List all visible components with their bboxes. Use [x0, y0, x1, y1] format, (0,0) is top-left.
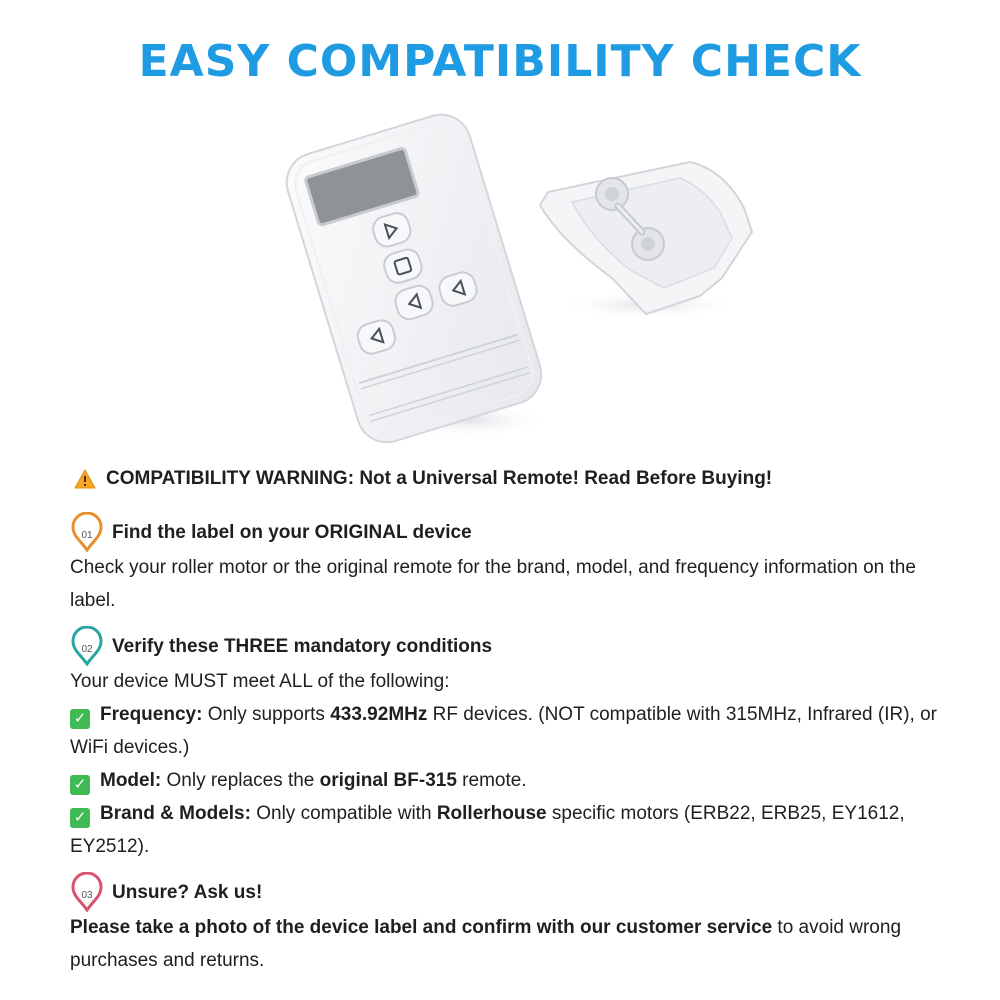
step-1-text: Check your roller motor or the original remote for the brand, model, and frequency information on the label. — [70, 557, 916, 611]
check-icon: ✓ — [70, 775, 90, 795]
page-title: EASY COMPATIBILITY CHECK — [138, 36, 862, 87]
step-3 — [70, 873, 950, 977]
check-icon: ✓ — [70, 808, 90, 828]
step-2-heading: Verify these THREE mandatory conditions — [112, 635, 493, 657]
step-3-text — [70, 911, 950, 977]
step-2 — [70, 627, 950, 863]
condition-model — [70, 764, 950, 797]
step-2-number: 02 — [81, 644, 93, 655]
condition-highlight: original BF-315 — [319, 770, 457, 791]
check-icon: ✓ — [70, 709, 90, 729]
condition-label: Frequency: — [100, 704, 203, 725]
step-3-number: 03 — [81, 890, 93, 901]
condition-text: Only compatible with — [250, 803, 437, 824]
step-1-heading: Find the label on your ORIGINAL device — [112, 521, 472, 543]
condition-highlight: Rollerhouse — [436, 803, 547, 824]
wall-holder — [540, 162, 752, 319]
step-2-pin-icon — [70, 626, 104, 666]
step-1-number: 01 — [81, 530, 93, 541]
compatibility-warning — [74, 462, 950, 495]
condition-text: remote. — [456, 770, 527, 791]
condition-brand-models — [70, 797, 950, 863]
warning-icon — [74, 469, 96, 489]
step-3-plain-text: to avoid wrong purchases and returns. — [70, 917, 902, 971]
product-photo — [0, 100, 1000, 460]
condition-text: specific motors (ERB22, ERB25, EY1612, EY2512). — [70, 803, 905, 857]
step-3-bold-text: Please take a photo of the device label and confirm with our customer service — [70, 917, 773, 938]
step-3-heading: Unsure? Ask us! — [112, 881, 263, 903]
condition-frequency — [70, 698, 950, 764]
remote-control — [279, 107, 548, 449]
condition-label: Brand & Models: — [100, 803, 251, 824]
condition-label: Model: — [100, 770, 162, 791]
step-1 — [70, 513, 950, 617]
condition-text: RF devices. (NOT compatible with 315MHz, Infrared (IR), or WiFi devices.) — [70, 704, 938, 758]
condition-highlight: 433.92MHz — [330, 704, 428, 725]
info-section — [70, 462, 950, 987]
step-1-pin-icon — [70, 512, 104, 552]
condition-text: Only replaces the — [161, 770, 320, 791]
warning-text: COMPATIBILITY WARNING: Not a Universal Remote! Read Before Buying! — [106, 468, 773, 489]
step-3-pin-icon — [70, 872, 104, 912]
step-2-intro: Your device MUST meet ALL of the following: — [70, 671, 450, 692]
condition-text: Only supports — [202, 704, 331, 725]
